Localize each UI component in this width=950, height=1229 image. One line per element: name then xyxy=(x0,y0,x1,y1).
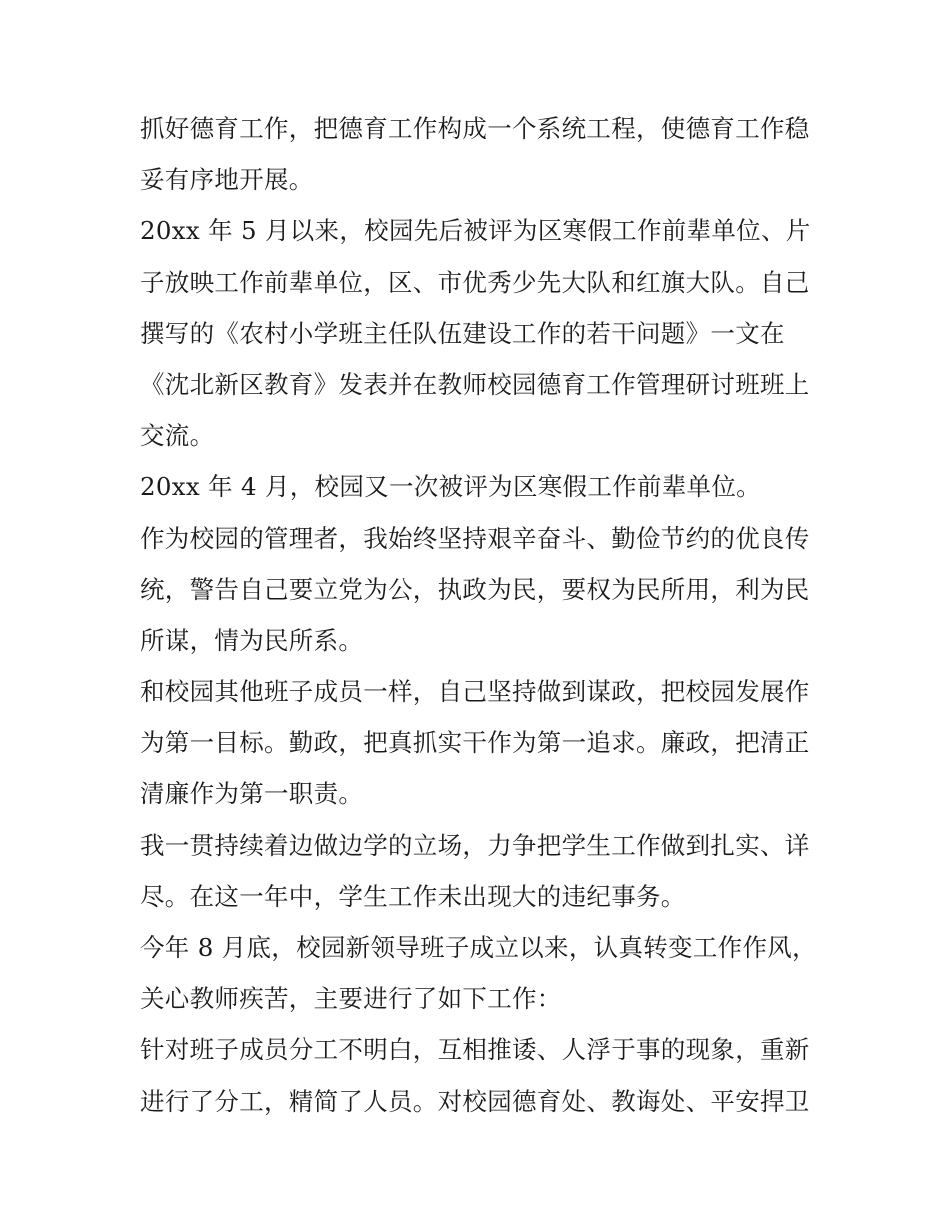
paragraph-8 xyxy=(140,1024,820,1126)
document-body xyxy=(140,103,820,1127)
text-line: 20xx 年 5 月以来，校园先后被评为区寒假工作前辈单位、片 xyxy=(140,216,811,246)
text-line: 今年 8 月底，校园新领导班子成立以来，认真转变工作作风， xyxy=(140,933,817,962)
text-line: 撰写的《农村小学班主任队伍建设工作的若干问题》一文在 xyxy=(140,318,785,348)
text-line: 所谋，情为民所系。 xyxy=(140,625,364,655)
paragraph-3 xyxy=(140,461,820,512)
text-line: 尽。在这一年中，学生工作未出现大的违纪事务。 xyxy=(140,881,686,911)
paragraph-6 xyxy=(140,820,820,922)
text-line: 进行了分工，精简了人员。对校园德育处、教诲处、平安捍卫 xyxy=(140,1086,810,1116)
text-line: 统，警告自己要立党为公，执政为民，要权为民所用，利为民 xyxy=(140,574,810,604)
text-line: 妥有序地开展。 xyxy=(140,165,314,195)
text-line: 关心教师疾苦，主要进行了如下工作： xyxy=(140,984,562,1014)
text-line: 为第一目标。勤政，把真抓实干作为第一追求。廉政，把清正 xyxy=(140,728,810,758)
text-line: 作为校园的管理者，我始终坚持艰辛奋斗、勤俭节约的优良传 xyxy=(140,523,810,553)
paragraph-7 xyxy=(140,922,820,1024)
text-line: 交流。 xyxy=(140,421,215,451)
text-line: 抓好德育工作，把德育工作构成一个系统工程，使德育工作稳 xyxy=(140,114,810,143)
paragraph-2 xyxy=(140,205,820,461)
paragraph-1 xyxy=(140,103,820,205)
text-line: 清廉作为第一职责。 xyxy=(140,779,364,809)
paragraph-4 xyxy=(140,513,820,667)
text-line: 子放映工作前辈单位，区、市优秀少先大队和红旗大队。自己 xyxy=(140,267,810,297)
text-line: 20xx 年 4 月，校园又一次被评为区寒假工作前辈单位。 xyxy=(140,472,761,502)
text-line: 针对班子成员分工不明白，互相推诿、人浮于事的现象，重新 xyxy=(140,1035,810,1065)
text-line: 和校园其他班子成员一样，自己坚持做到谋政，把校园发展作 xyxy=(140,677,810,707)
paragraph-5 xyxy=(140,666,820,820)
text-line: 我一贯持续着边做边学的立场，力争把学生工作做到扎实、详 xyxy=(140,830,810,860)
text-line: 《沈北新区教育》发表并在教师校园德育工作管理研讨班班上 xyxy=(140,369,810,399)
